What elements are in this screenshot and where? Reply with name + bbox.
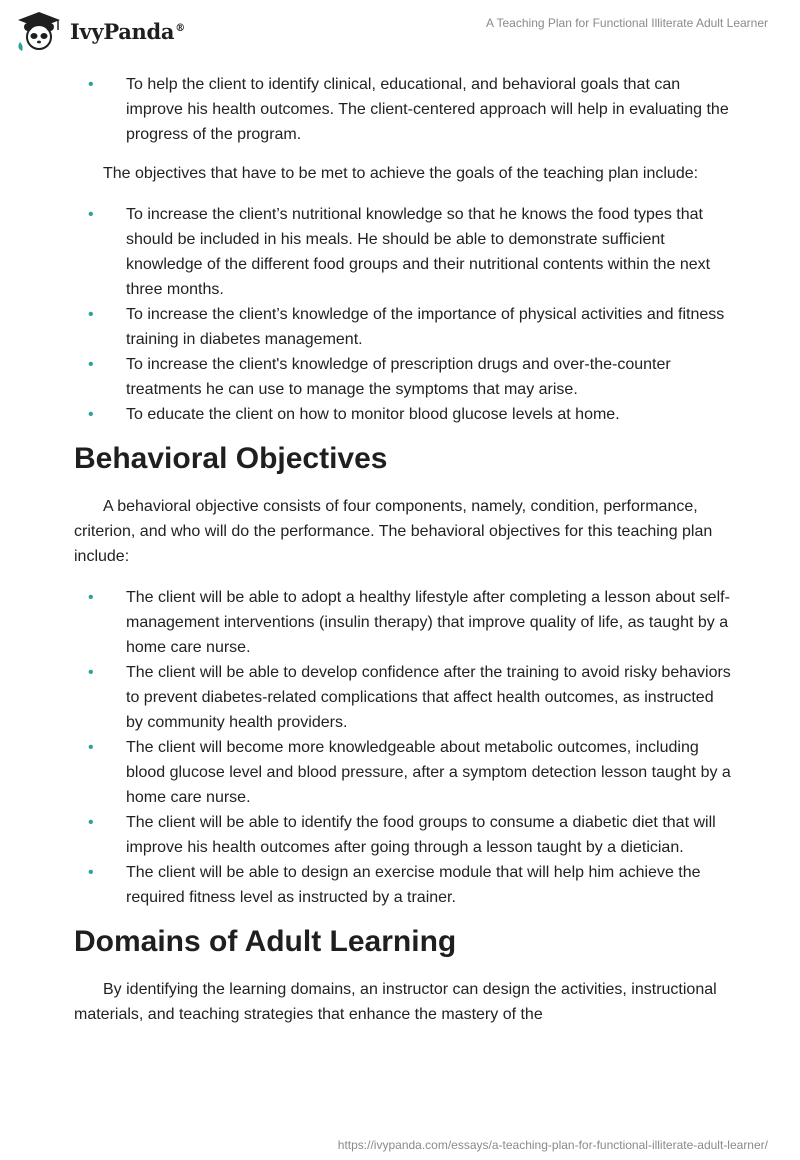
- list-item: • The client will be able to adopt a healthy lifestyle after completing a lesson about self-management interventions (insulin therapy) that improve quality of life, as taught by a home care nurse.: [74, 585, 734, 660]
- article-body: [74, 72, 734, 1027]
- page-header: [0, 0, 800, 60]
- panda-graduate-icon: [14, 10, 64, 52]
- goals-list: [74, 72, 734, 147]
- list-item: • To increase the client's knowledge of prescription drugs and over-the-counter treatments he can use to manage the symptoms that may arise.: [74, 352, 734, 402]
- list-item: • To increase the client’s knowledge of the importance of physical activities and fitness training in diabetes management.: [74, 302, 734, 352]
- ivypanda-logo[interactable]: [14, 10, 185, 52]
- objectives-intro: The objectives that have to be met to achieve the goals of the teaching plan include:: [103, 165, 699, 182]
- bullet-dot-icon: •: [88, 814, 94, 831]
- list-item: • The client will be able to design an exercise module that will help him achieve the required fitness level as instructed by a trainer.: [74, 860, 734, 910]
- list-item: • The client will be able to develop confidence after the training to avoid risky behaviors to prevent diabetes-related complications that affect health outcomes, as instructed by community health providers.: [74, 660, 734, 735]
- bullet-dot-icon: •: [88, 589, 94, 606]
- source-url[interactable]: https://ivypanda.com/essays/a-teaching-plan-for-functional-illiterate-adult-learner/: [337, 1138, 768, 1152]
- list-item: • The client will be able to identify the food groups to consume a diabetic diet that will improve his health outcomes after going through a lesson taught by a dietician.: [74, 810, 734, 860]
- domains-intro: By identifying the learning domains, an instructor can design the activities, instructional materials, and teaching strategies that enhance the mastery of the: [74, 981, 717, 1023]
- bullet-dot-icon: •: [88, 864, 94, 881]
- list-item: • To help the client to identify clinical, educational, and behavioral goals that can improve his health outcomes. The client-centered approach will help in evaluating the progress of the program.: [74, 72, 734, 147]
- bullet-dot-icon: •: [88, 664, 94, 681]
- brand-name: IvyPanda®: [70, 18, 185, 44]
- bullet-dot-icon: •: [88, 306, 94, 323]
- section-heading-behavioral: Behavioral Objectives: [74, 442, 388, 475]
- objectives-list: [74, 202, 734, 427]
- list-item: • To increase the client’s nutritional knowledge so that he knows the food types that should be included in his meals. He should be able to demonstrate sufficient knowledge of the different food groups and their nutritional contents within the next three months.: [74, 202, 734, 302]
- bullet-dot-icon: •: [88, 76, 94, 93]
- list-item: • To educate the client on how to monitor blood glucose levels at home.: [74, 402, 734, 427]
- behavioral-list: [74, 585, 734, 910]
- list-item: • The client will become more knowledgeable about metabolic outcomes, including blood glucose level and blood pressure, after a symptom detection lesson taught by a home care nurse.: [74, 735, 734, 810]
- bullet-dot-icon: •: [88, 739, 94, 756]
- section-heading-domains: Domains of Adult Learning: [74, 925, 457, 958]
- bullet-dot-icon: •: [88, 356, 94, 373]
- bullet-dot-icon: •: [88, 206, 94, 223]
- bullet-dot-icon: •: [88, 406, 94, 423]
- behavioral-intro: A behavioral objective consists of four components, namely, condition, performance, criterion, and who will do the performance. The behavioral objectives for this teaching plan include:: [74, 498, 713, 565]
- document-title: A Teaching Plan for Functional Illiterate Adult Learner: [486, 16, 768, 30]
